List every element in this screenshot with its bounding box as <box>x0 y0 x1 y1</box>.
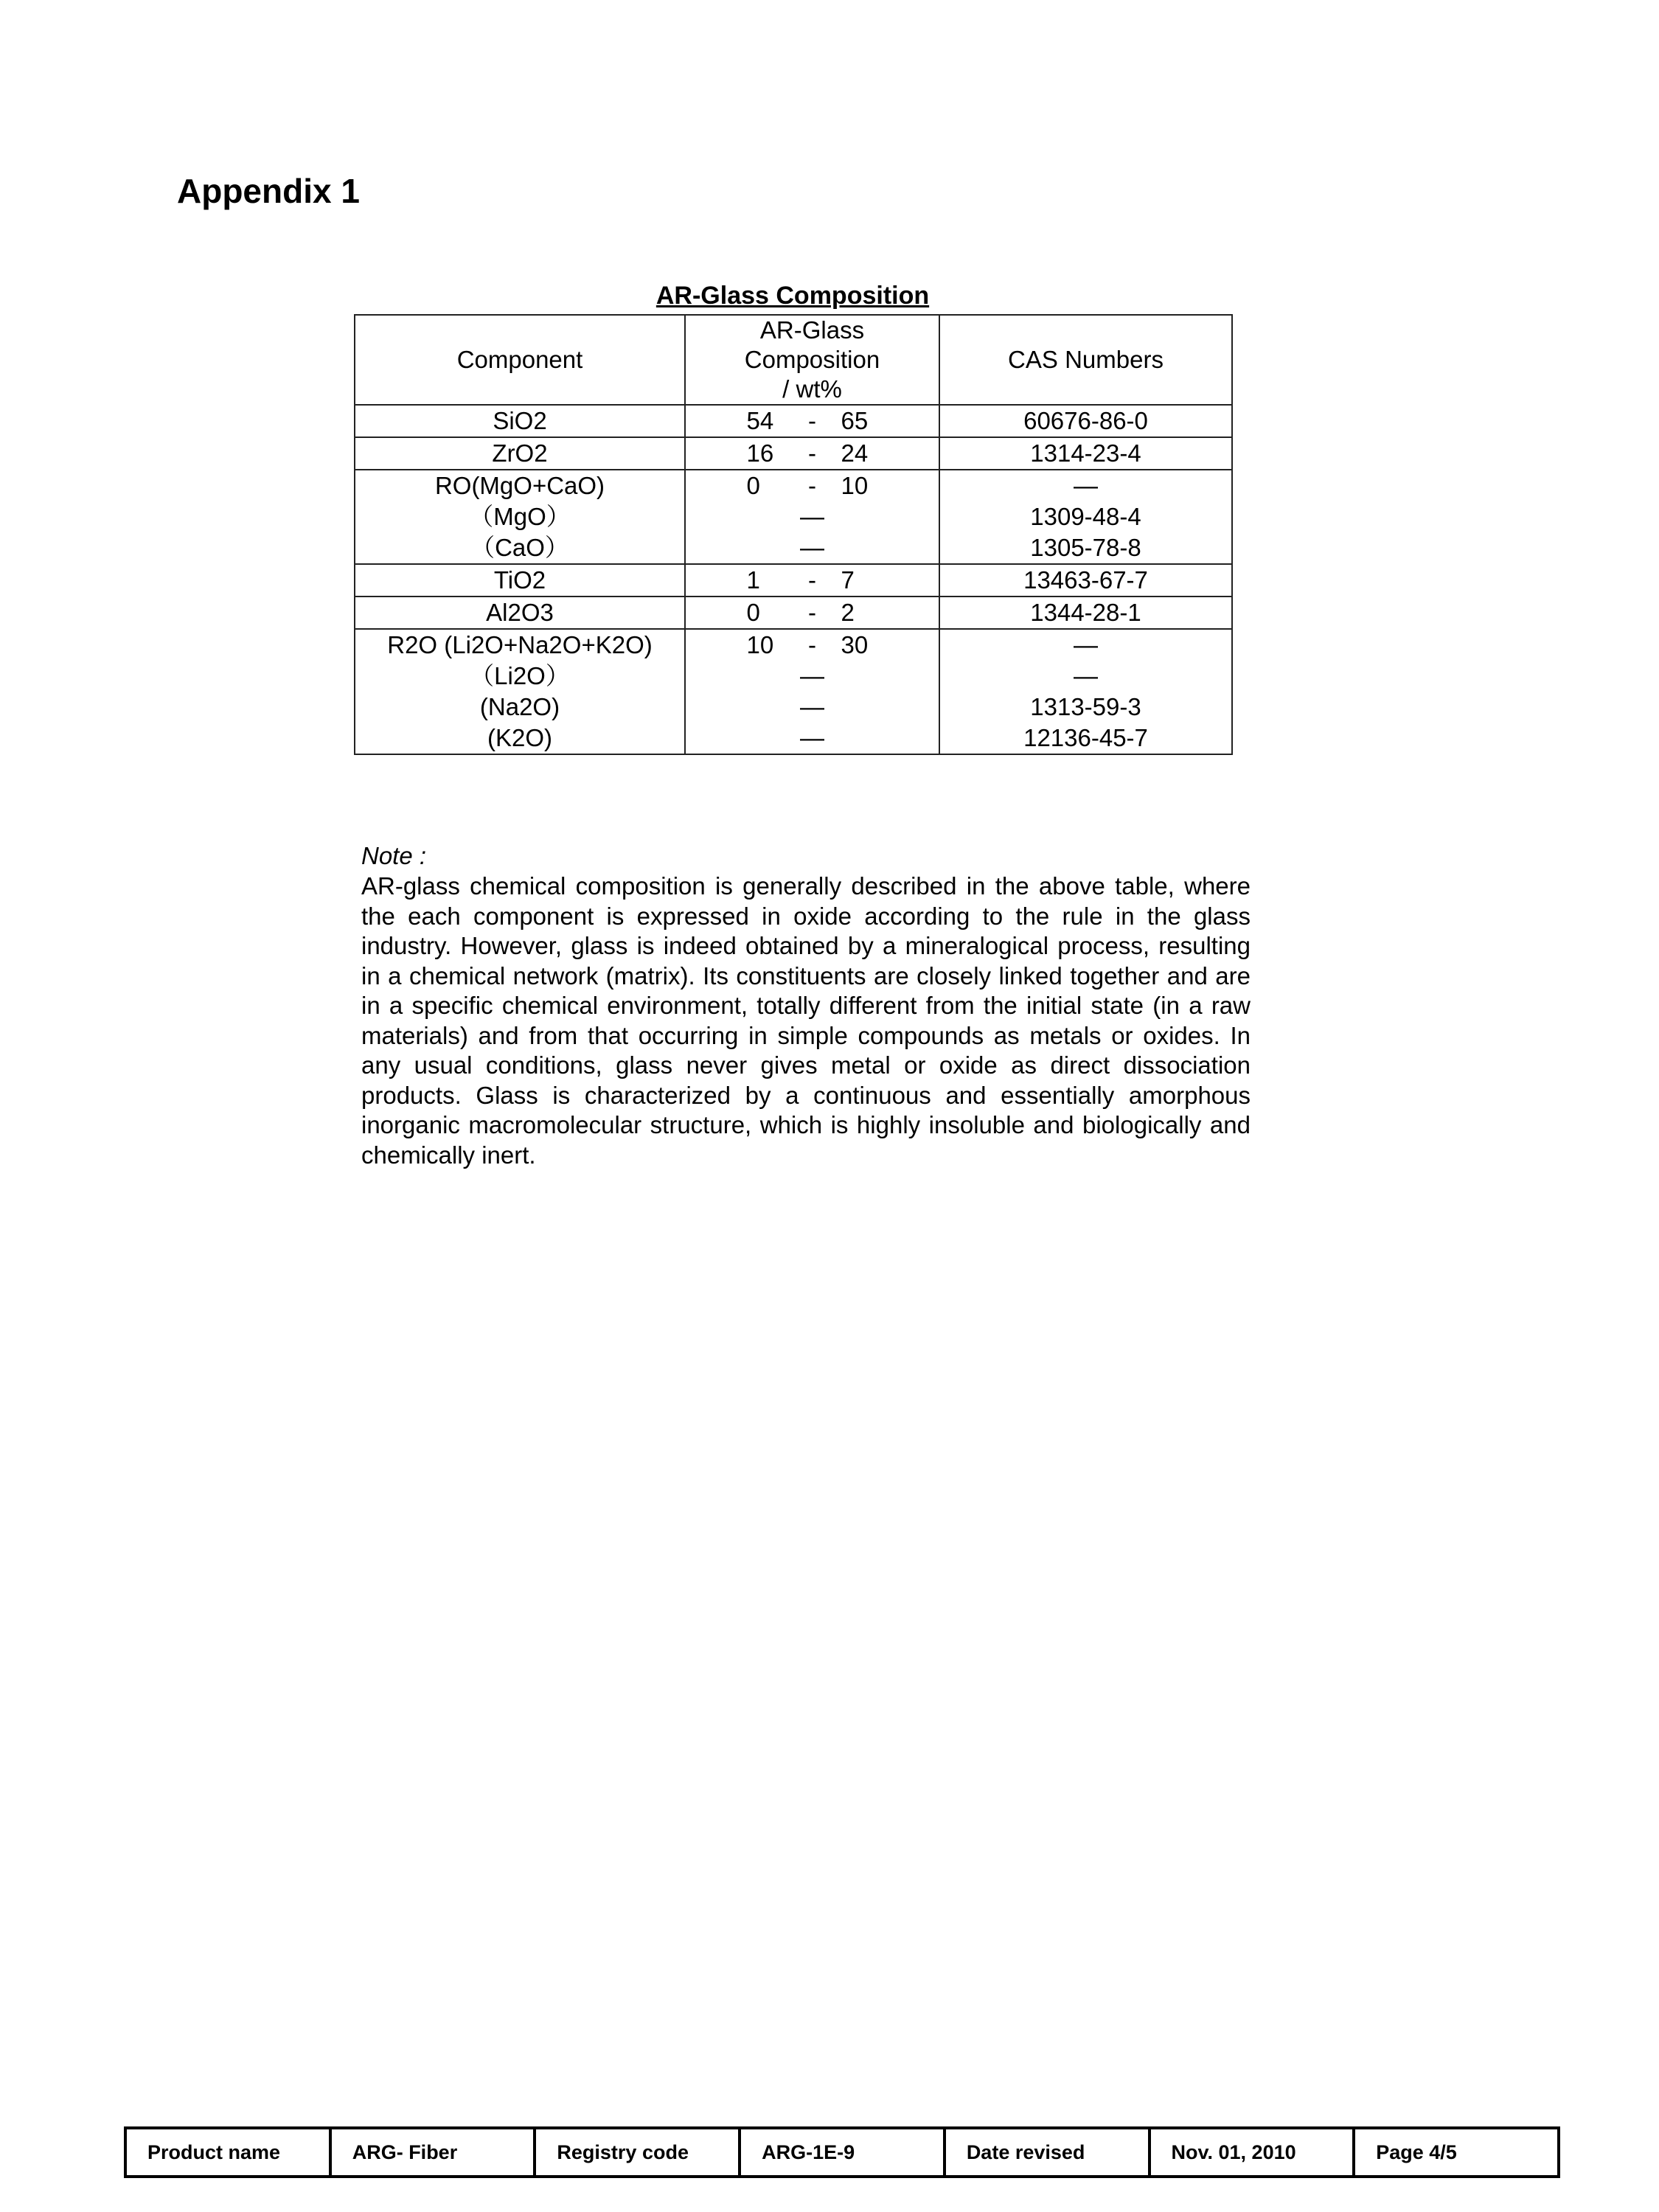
cell-component <box>355 564 685 597</box>
cas-line: 12136-45-7 <box>1023 724 1148 751</box>
range-min: 0 <box>746 472 760 499</box>
header-cas: CAS Numbers <box>939 315 1232 405</box>
cell-cas <box>939 470 1232 564</box>
cell-component <box>355 405 685 437</box>
page-title: Appendix 1 <box>177 172 360 210</box>
range-separator: - <box>808 439 816 467</box>
composition-line: — <box>800 503 824 530</box>
composition-line <box>689 565 936 596</box>
table-body <box>355 405 1232 754</box>
table-row <box>355 564 1232 597</box>
composition-line <box>689 438 936 469</box>
footer-page-number: Page 4/5 <box>1354 2128 1559 2177</box>
component-line: Al2O3 <box>486 599 554 626</box>
composition-line: — <box>800 534 824 561</box>
cas-line: 1305-78-8 <box>1030 534 1141 561</box>
cas-line: 1314-23-4 <box>1030 439 1141 467</box>
composition-range <box>747 630 878 661</box>
footer-product-name-label: Product name <box>125 2128 330 2177</box>
cell-component <box>355 629 685 754</box>
header-composition-line: Composition <box>744 346 880 373</box>
composition-table <box>354 314 1233 755</box>
footer-date-revised-value: Nov. 01, 2010 <box>1150 2128 1354 2177</box>
table-title: AR-Glass Composition <box>655 282 930 310</box>
header-composition <box>685 315 939 405</box>
component-line: RO(MgO+CaO) <box>434 472 605 499</box>
composition-range <box>747 597 878 628</box>
cas-line: — <box>1074 662 1098 689</box>
header-component: Component <box>355 315 685 405</box>
cell-cas <box>939 405 1232 437</box>
footer-row <box>125 2128 1559 2177</box>
component-line: (K2O) <box>487 724 552 751</box>
component-line: （Li2O） <box>470 662 570 689</box>
range-max: 2 <box>841 599 855 626</box>
composition-line: — <box>800 662 824 689</box>
composition-line: — <box>800 693 824 720</box>
composition-range <box>747 565 878 596</box>
range-separator: - <box>808 472 816 499</box>
cell-component <box>355 470 685 564</box>
range-max: 65 <box>841 407 869 434</box>
range-max: 10 <box>841 472 869 499</box>
range-max: 24 <box>841 439 869 467</box>
cell-component <box>355 437 685 470</box>
component-line: SiO2 <box>493 407 547 434</box>
footer-registry-code-label: Registry code <box>535 2128 740 2177</box>
table-row <box>355 597 1232 629</box>
composition-range <box>747 438 878 469</box>
footer-date-revised-label: Date revised <box>945 2128 1150 2177</box>
range-separator: - <box>808 599 816 626</box>
cell-cas <box>939 629 1232 754</box>
header-composition-line: AR-Glass <box>759 316 865 344</box>
table-row <box>355 405 1232 437</box>
component-line: (Na2O) <box>479 693 560 720</box>
component-line: ZrO2 <box>492 439 548 467</box>
note-label: Note : <box>361 842 427 869</box>
table-row <box>355 470 1232 564</box>
range-min: 54 <box>746 407 774 434</box>
cell-composition <box>685 405 939 437</box>
cell-cas <box>939 437 1232 470</box>
cell-cas <box>939 564 1232 597</box>
cell-composition <box>685 437 939 470</box>
composition-line <box>689 470 936 501</box>
cas-line: 13463-67-7 <box>1023 566 1148 594</box>
range-min: 16 <box>746 439 774 467</box>
cas-line: 60676-86-0 <box>1023 407 1148 434</box>
composition-range <box>747 470 878 501</box>
composition-line <box>689 597 936 628</box>
composition-line: — <box>800 724 824 751</box>
table-row <box>355 629 1232 754</box>
cas-line: 1344-28-1 <box>1030 599 1141 626</box>
component-line: TiO2 <box>493 566 546 594</box>
header-composition-line: / wt% <box>782 375 842 403</box>
cell-component <box>355 597 685 629</box>
footer-product-name-value: ARG- Fiber <box>330 2128 535 2177</box>
range-max: 30 <box>841 631 869 658</box>
cell-composition <box>685 629 939 754</box>
note-text: AR-glass chemical composition is generally described in the above table, where the each component is expressed in oxide according to the rule in the glass industry. However, glass is indeed obtained by a mineralogical process, resulting in a chemical network (matrix). Its constituents are closely linked together and are in a specific chemical environment, totally different from the initial state (in a raw materials) and from that occurring in simple compounds as metals or oxides. In any usual conditions, glass never gives metal or oxide as direct dissociation products. Glass is characterized by a continuous and essentially amorphous inorganic macromolecular structure, which is highly insoluble and biologically and chemically inert. <box>361 872 1251 1169</box>
cas-line: 1309-48-4 <box>1030 503 1141 530</box>
composition-range <box>747 406 878 437</box>
cell-cas <box>939 597 1232 629</box>
composition-line <box>689 630 936 661</box>
component-line: （CaO） <box>470 534 569 561</box>
composition-line <box>689 406 936 437</box>
range-max: 7 <box>841 566 855 594</box>
component-line: R2O (Li2O+Na2O+K2O) <box>387 631 653 658</box>
cas-line: 1313-59-3 <box>1030 693 1141 720</box>
range-separator: - <box>808 631 816 658</box>
cell-composition <box>685 597 939 629</box>
cas-line: — <box>1074 631 1098 658</box>
range-min: 10 <box>746 631 774 658</box>
table-row <box>355 437 1232 470</box>
cell-composition <box>685 564 939 597</box>
range-separator: - <box>808 566 816 594</box>
range-separator: - <box>808 407 816 434</box>
range-min: 0 <box>746 599 760 626</box>
component-line: （MgO） <box>469 503 571 530</box>
table-header-row <box>355 315 1232 405</box>
cell-composition <box>685 470 939 564</box>
range-min: 1 <box>746 566 760 594</box>
footer-table <box>124 2126 1560 2178</box>
cas-line: — <box>1074 472 1098 499</box>
footer-registry-code-value: ARG-1E-9 <box>740 2128 945 2177</box>
